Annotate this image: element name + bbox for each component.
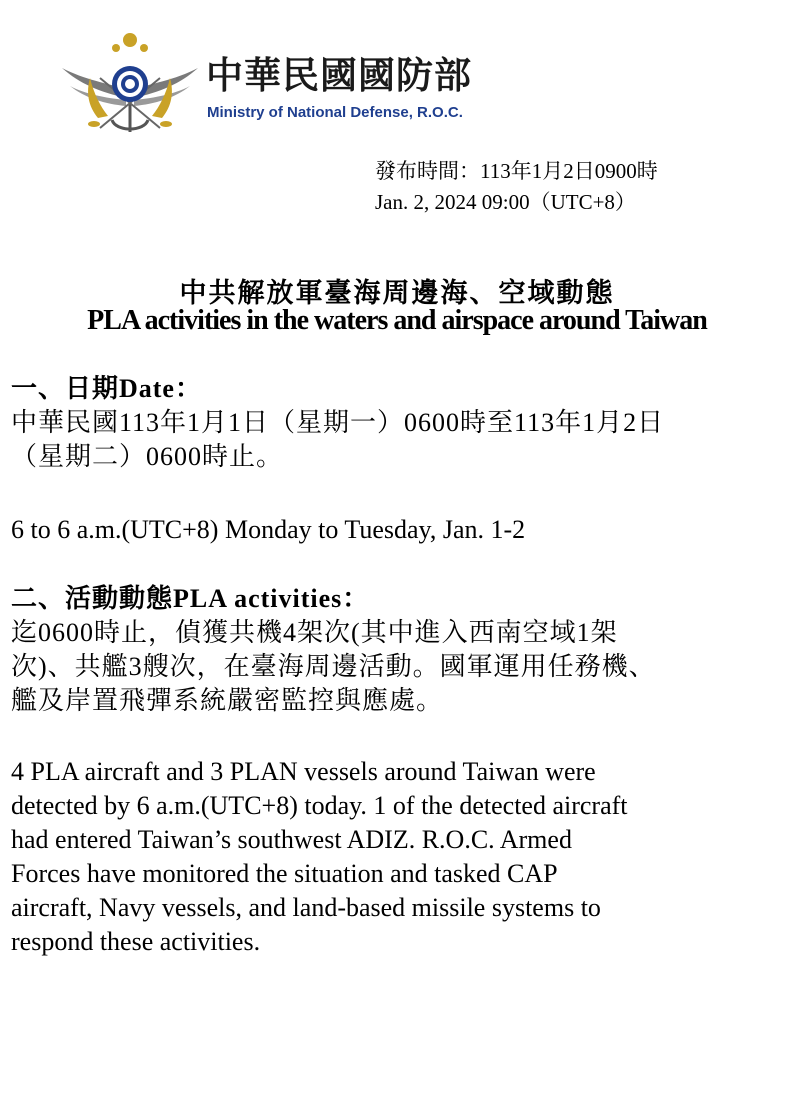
ministry-emblem-icon (60, 28, 200, 140)
release-time (375, 156, 658, 218)
org-name-en: Ministry of National Defense, R.O.C. (207, 104, 463, 121)
org-name-zh: 中華民國國防部 (206, 56, 472, 97)
activities-en-line6: respond these activities. (11, 927, 261, 956)
activities-en-line3: had entered Taiwan’s southwest ADIZ. R.O.C. Armed (11, 825, 572, 854)
section-activities-heading: 二、活動動態PLA activities： (11, 584, 370, 613)
section-date (11, 372, 786, 474)
section-date-en: 6 to 6 a.m.(UTC+8) Monday to Tuesday, Jan. 1-2 (11, 515, 526, 544)
section-date-zh-line1: 中華民國113年1月1日（星期一）0600時至113年1月2日 (11, 408, 665, 437)
section-activities-zh-line1: 迄0600時止，偵獲共機4架次(其中進入西南空域1架 (11, 618, 618, 647)
release-time-zh: 發布時間：113年1月2日0900時 (375, 159, 658, 183)
section-date-zh-line2: （星期二）0600時止。 (11, 442, 284, 471)
section-activities-zh-line2: 次)、共艦3艘次，在臺海周邊活動。國軍運用任務機、 (11, 652, 656, 681)
activities-en-line1: 4 PLA aircraft and 3 PLAN vessels around Taiwan were (11, 757, 596, 786)
activities-en-line5: aircraft, Navy vessels, and land-based missile systems to (11, 893, 601, 922)
release-time-en: Jan. 2, 2024 09:00（UTC+8） (375, 190, 636, 214)
activities-en-line4: Forces have monitored the situation and tasked CAP (11, 859, 558, 888)
section-activities-en (11, 755, 786, 959)
section-activities-zh-line3: 艦及岸置飛彈系統嚴密監控與應處。 (11, 686, 444, 715)
section-date-heading: 一、日期Date： (11, 374, 202, 403)
section-activities (11, 582, 786, 718)
title-en: PLA activities in the waters and airspace around Taiwan (87, 305, 707, 336)
activities-en-line2: detected by 6 a.m.(UTC+8) today. 1 of the detected aircraft (11, 791, 628, 820)
title-zh: 中共解放軍臺海周邊海、空域動態 (179, 278, 615, 308)
